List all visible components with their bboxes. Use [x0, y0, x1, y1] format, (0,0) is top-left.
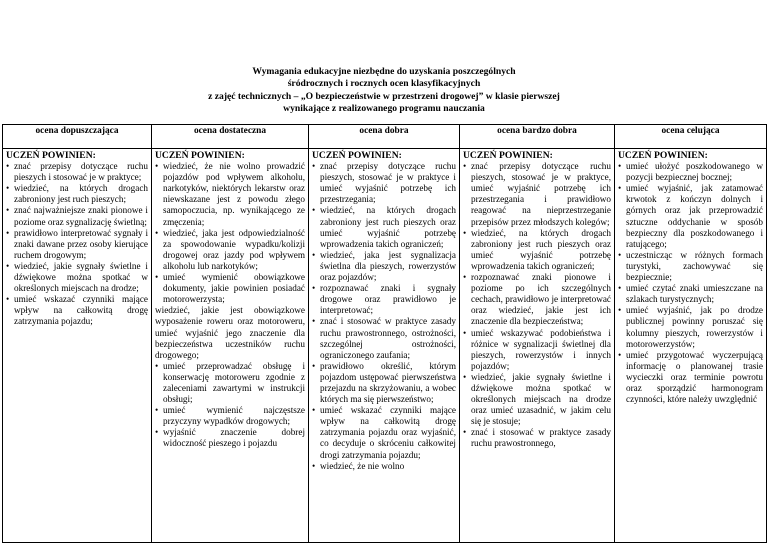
header-grade-3: ocena dostateczna — [152, 125, 309, 149]
student-should-label: UCZEŃ POWINIEN: — [6, 150, 96, 161]
requirement-item: • umieć wyjaśnić, jak po drodze publicznej powinny poruszać się kolumny pieszych, rowerzystów i motorowerzystów; — [618, 305, 763, 349]
requirement-item: • rozpoznawać znaki pionowe i poziome po ich szczególnych cechach, prawidłowo je interpretować oraz wiedzieć, jakie jest ich znaczenie dla bezpieczeństwa; — [463, 272, 611, 327]
requirement-item: • znać i stosować w praktyce zasady ruchu prawostronnego, ostrożności, szczególnej ostrożności, ograniczonego zaufania; — [312, 316, 456, 360]
cell-grade-3 — [152, 149, 309, 543]
header-grade-6: ocena celująca — [615, 125, 767, 149]
document-title — [0, 66, 768, 116]
cell-grade-2 — [3, 149, 152, 543]
requirement-item: • wiedzieć, że nie wolno — [312, 461, 456, 472]
cell-grade-5 — [460, 149, 615, 543]
student-should-label: UCZEŃ POWINIEN: — [155, 150, 245, 161]
requirement-item: • znać najważniejsze znaki pionowe i poziome oraz sygnalizację świetlną; — [6, 205, 148, 227]
requirement-item: • umieć czytać znaki umieszczane na szlakach turystycznych; — [618, 283, 763, 305]
title-line-3: z zajęć technicznych – „O bezpieczeństwie w przestrzeni drogowej” w klasie pierwszej — [208, 90, 560, 102]
requirement-item: • umieć wymienić najczęstsze przyczyny wypadków drogowych; — [155, 405, 305, 427]
table-header-row — [3, 125, 767, 149]
requirement-item: • prawidłowo określić, którym pojazdom ustępować pierwszeństwa przejazdu na skrzyżowaniu, a wobec których ma się pierwszeństwo; — [312, 361, 456, 405]
student-should-label: UCZEŃ POWINIEN: — [463, 150, 553, 161]
requirement-item: • umieć wyjaśnić, jak zatamować krwotok z kończyn dolnych i górnych oraz jak przeprowadzić sztuczne oddychanie w sposób bezpieczny dla poszkodowanego i ratującego; — [618, 183, 763, 250]
student-should-label: UCZEŃ POWINIEN: — [312, 150, 402, 161]
requirement-item: • wiedzieć, na których drogach zabroniony jest ruch pieszych oraz umieć wyjaśnić potrzebę wprowadzenia takich ograniczeń; — [463, 228, 611, 272]
cell-grade-6 — [615, 149, 767, 543]
requirements-table — [2, 124, 767, 543]
requirement-item: • rozpoznawać znaki i sygnały drogowe oraz prawidłowo je interpretować; — [312, 283, 456, 316]
requirements-list — [6, 161, 148, 327]
requirement-item: • wiedzieć, na których drogach zabroniony jest ruch pieszych oraz umieć wyjaśnić potrzebę wprowadzenia takich ograniczeń; — [312, 205, 456, 249]
requirements-list — [463, 161, 611, 449]
table-body-row — [3, 149, 767, 543]
title-line-1: Wymagania edukacyjne niezbędne do uzyskania poszczególnych — [252, 66, 516, 77]
requirement-item: • uczestnicząc w różnych formach turystyki, zachowywać się bezpiecznie; — [618, 250, 763, 283]
requirements-list — [618, 161, 763, 405]
header-grade-4: ocena dobra — [309, 125, 460, 149]
requirement-item: • wyjaśnić znaczenie dobrej widoczność pieszego i pojazdu — [155, 427, 305, 449]
title-line-4: wynikające z realizowanego programu nauczania — [283, 103, 485, 115]
requirement-item: • znać przepisy dotyczące ruchu pieszych i stosować je w praktyce; — [6, 161, 148, 183]
title-line-2: śródrocznych i rocznych ocen klasyfikacyjnych — [287, 78, 481, 90]
requirement-item: • umieć wskazać czynniki mające wpływ na całkowitą drogę zatrzymania pojazdu; — [6, 294, 148, 327]
requirements-list — [312, 161, 456, 472]
requirement-item: • umieć wskazać czynniki mające wpływ na całkowitą drogę zatrzymania pojazdu oraz wyjaśnić, co decyduje o skróceniu całkowitej drogi zatrzymania pojazdu; — [312, 405, 456, 460]
requirement-item: • umieć przeprowadzać obsługę i konserwację motoroweru zgodnie z zaleceniami zawartymi w instrukcji obsługi; — [155, 361, 305, 405]
requirement-item: • znać przepisy dotyczące ruchu pieszych, stosować je w praktyce, umieć wyjaśnić potrzebę ich przestrzegania i prawidłowo reagować na nieprzestrzeganie przepisów przez młodszych kolegów; — [463, 161, 611, 228]
requirement-item: • wiedzieć, jaka jest odpowiedzialność za spowodowanie wypadku/kolizji drogowej oraz jazdy pod wpływem alkoholu lub narkotyków; — [155, 228, 305, 272]
requirement-item: • umieć ułożyć poszkodowanego w pozycji bezpiecznej bocznej; — [618, 161, 763, 183]
requirement-item: • wiedzieć, na których drogach zabroniony jest ruch pieszych; — [6, 183, 148, 205]
requirement-item: • wiedzieć, jakie sygnały świetlne i dźwiękowe można spotkać w określonych miejscach na drodze; — [6, 261, 148, 294]
requirement-item: • umieć wymienić obowiązkowe dokumenty, jakie powinien posiadać motorowerzysta; — [155, 272, 305, 305]
header-grade-2: ocena dopuszczająca — [3, 125, 152, 149]
requirement-item: wiedzieć, jakie jest obowiązkowe wyposażenie roweru oraz motoroweru, umieć wyjaśnić jego znaczenie dla bezpieczeństwa uczestników ruchu drogowego; — [155, 305, 305, 360]
requirement-item: • wiedzieć, że nie wolno prowadzić pojazdów pod wpływem alkoholu, narkotyków, niektórych lekarstw oraz niewskazane jest z powodu złego samopoczucia, np. wynikającego ze zmęczenia; — [155, 161, 305, 228]
cell-grade-4 — [309, 149, 460, 543]
requirement-item: • umieć wskazywać podobieństwa i różnice w sygnalizacji świetlnej dla pieszych, rowerzystów i innych pojazdów; — [463, 328, 611, 372]
header-grade-5: ocena bardzo dobra — [460, 125, 615, 149]
requirement-item: • wiedzieć, jakie sygnały świetlne i dźwiękowe można spotkać w określonych miejscach na drodze oraz umieć uzasadnić, w jakim celu się je stosuje; — [463, 372, 611, 427]
requirement-item: • znać i stosować w praktyce zasady ruchu prawostronnego, — [463, 427, 611, 449]
requirements-list — [155, 161, 305, 449]
requirement-item: • wiedzieć, jaka jest sygnalizacja świetlna dla pieszych, rowerzystów oraz pojazdów; — [312, 250, 456, 283]
requirement-item: • umieć przygotować wyczerpującą informację o planowanej trasie wycieczki oraz terminie powrotu oraz sporządzić harmonogram czynności, które należy uwzględnić — [618, 350, 763, 405]
student-should-label: UCZEŃ POWINIEN: — [618, 150, 708, 161]
requirement-item: • prawidłowo interpretować sygnały i znaki dawane przez osoby kierujące ruchem drogowym; — [6, 228, 148, 261]
requirement-item: • znać przepisy dotyczące ruchu pieszych, stosować je w praktyce i umieć wyjaśnić potrzebę ich przestrzegania; — [312, 161, 456, 205]
